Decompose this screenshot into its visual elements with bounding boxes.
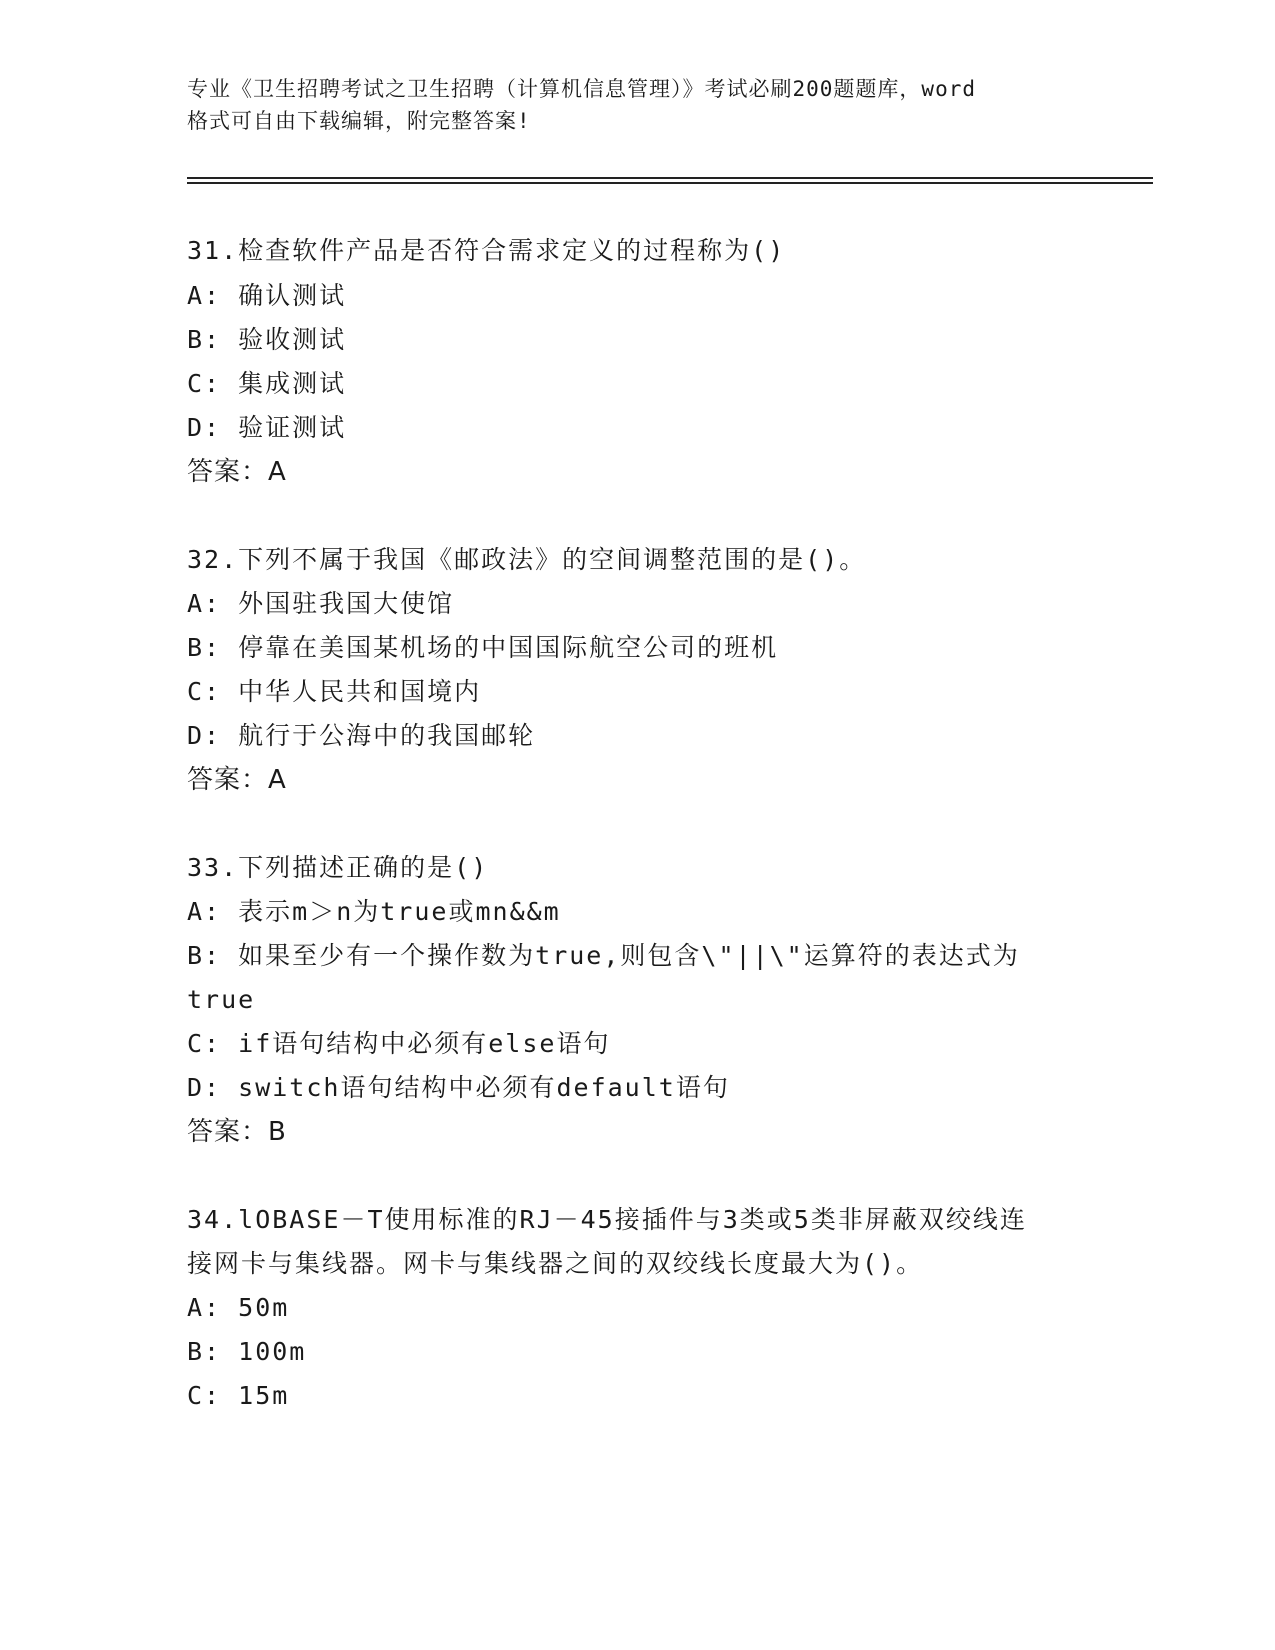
option-d: D: 航行于公海中的我国邮轮	[187, 721, 536, 750]
option-d: D: switch语句结构中必须有default语句	[187, 1073, 730, 1102]
option-c: C: 15m	[187, 1381, 290, 1410]
answer-label: 答案：B	[187, 1117, 287, 1147]
question-stem-continuation: 接网卡与集线器。网卡与集线器之间的双绞线长度最大为()。	[187, 1249, 924, 1278]
option-b: B: 如果至少有一个操作数为true,则包含\"||\"运算符的表达式为	[187, 941, 1020, 970]
header-line-1: 专业《卫生招聘考试之卫生招聘（计算机信息管理）》考试必刷200题题库，word	[187, 77, 976, 101]
option-a: A: 表示m＞n为true或mn&&m	[187, 897, 561, 926]
option-b: B: 验收测试	[187, 325, 347, 354]
option-c: C: if语句结构中必须有else语句	[187, 1029, 611, 1058]
question-stem: 33.下列描述正确的是()	[187, 853, 489, 882]
option-a: A: 确认测试	[187, 281, 347, 310]
answer-label: 答案：A	[187, 457, 287, 487]
option-d: D: 验证测试	[187, 413, 347, 442]
question-stem: 34.lOBASE－T使用标准的RJ－45接插件与3类或5类非屏蔽双绞线连	[187, 1205, 1027, 1234]
answer-label: 答案：A	[187, 765, 287, 795]
option-a: A: 50m	[187, 1293, 290, 1322]
header-line-2: 格式可自由下载编辑，附完整答案!	[187, 109, 531, 133]
header-divider-bottom	[187, 182, 1153, 184]
question-stem: 31.检查软件产品是否符合需求定义的过程称为()	[187, 236, 786, 265]
header-divider-top	[187, 177, 1153, 179]
option-b-continuation: true	[187, 985, 256, 1014]
option-b: B: 停靠在美国某机场的中国国际航空公司的班机	[187, 633, 779, 662]
option-b: B: 100m	[187, 1337, 307, 1366]
question-stem: 32.下列不属于我国《邮政法》的空间调整范围的是()。	[187, 545, 867, 574]
option-c: C: 中华人民共和国境内	[187, 677, 482, 706]
option-a: A: 外国驻我国大使馆	[187, 589, 455, 618]
option-c: C: 集成测试	[187, 369, 347, 398]
document-header	[187, 73, 1087, 137]
